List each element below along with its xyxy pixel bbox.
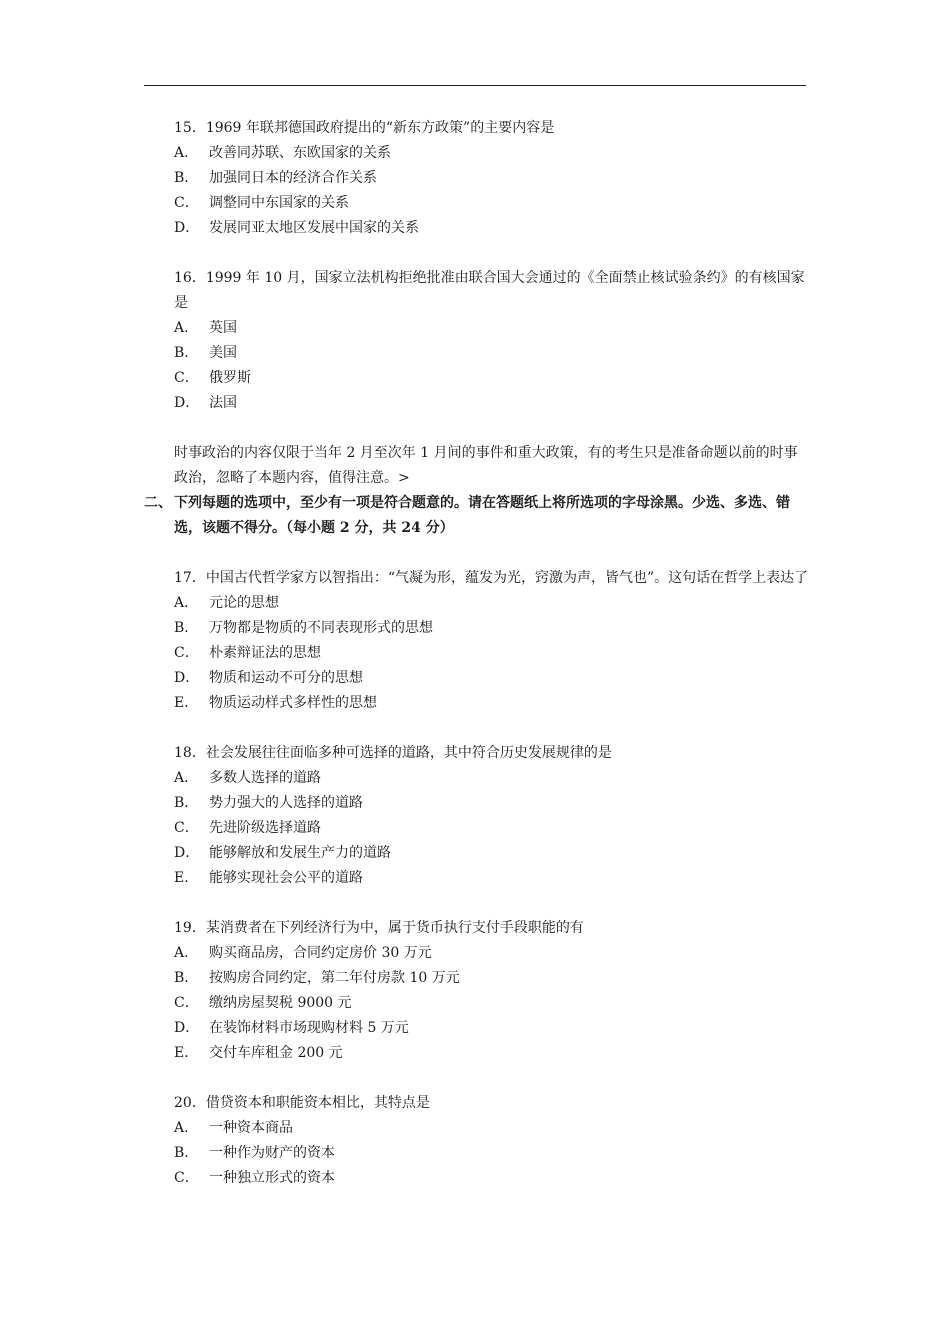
option-letter: E． — [174, 695, 199, 711]
option-letter: C． — [174, 1170, 199, 1186]
option-text: 元论的思想 — [209, 595, 279, 611]
option-letter: B． — [174, 1145, 199, 1161]
option-text: 物质运动样式多样性的思想 — [209, 695, 377, 711]
question-16 — [174, 266, 810, 416]
option-b — [174, 341, 810, 366]
question-19 — [174, 916, 810, 1066]
option-c — [174, 641, 810, 666]
option-b — [174, 791, 810, 816]
option-letter: B． — [174, 970, 199, 986]
option-text: 物质和运动不可分的思想 — [209, 670, 363, 686]
exam-content — [144, 116, 810, 1216]
option-text: 能够实现社会公平的道路 — [209, 870, 363, 886]
option-text: 英国 — [209, 320, 237, 336]
option-text: 法国 — [209, 395, 237, 411]
option-letter: D． — [174, 1020, 200, 1036]
exam-note: 时事政治的内容仅限于当年 2 月至次年 1 月间的事件和重大政策，有的考生只是准备命题以前的时事政治，忽略了本题内容，值得注意。> — [174, 445, 798, 486]
option-e — [174, 1041, 810, 1066]
option-text: 美国 — [209, 345, 237, 361]
option-letter: B． — [174, 170, 199, 186]
option-text: 交付车库租金 200 元 — [209, 1045, 343, 1061]
option-text: 能够解放和发展生产力的道路 — [209, 845, 391, 861]
option-letter: C． — [174, 995, 199, 1011]
question-stem: 16．1999 年 10 月，国家立法机构拒绝批准由联合国大会通过的《全面禁止核试验条约》的有核国家是 — [174, 270, 805, 311]
option-c — [174, 991, 810, 1016]
option-letter: C． — [174, 645, 199, 661]
option-c — [174, 366, 810, 391]
question-stem: 17．中国古代哲学家方以智指出：“气凝为形，蕴发为光，窍激为声，皆气也”。这句话在哲学上表达了 — [174, 570, 809, 586]
option-letter: E． — [174, 870, 199, 886]
option-a — [174, 766, 810, 791]
option-letter: A． — [174, 770, 199, 786]
option-letter: E． — [174, 1045, 199, 1061]
question-17 — [174, 566, 810, 716]
option-c — [174, 191, 810, 216]
option-letter: B． — [174, 795, 199, 811]
option-list — [174, 1116, 810, 1191]
option-e — [174, 866, 810, 891]
option-text: 俄罗斯 — [209, 370, 251, 386]
option-list — [174, 316, 810, 416]
question-20 — [174, 1091, 810, 1191]
option-letter: D． — [174, 845, 200, 861]
option-text: 朴素辩证法的思想 — [209, 645, 321, 661]
option-letter: C． — [174, 370, 199, 386]
option-text: 发展同亚太地区发展中国家的关系 — [209, 220, 419, 236]
option-d — [174, 1016, 810, 1041]
option-letter: C． — [174, 195, 199, 211]
option-text: 在装饰材料市场现购材料 5 万元 — [209, 1020, 409, 1036]
option-text: 调整同中东国家的关系 — [209, 195, 349, 211]
option-c — [174, 1166, 810, 1191]
option-d — [174, 216, 810, 241]
option-letter: B． — [174, 620, 199, 636]
option-letter: A． — [174, 145, 199, 161]
question-18 — [174, 741, 810, 891]
option-text: 购买商品房，合同约定房价 30 万元 — [209, 945, 432, 961]
section-instructions: 下列每题的选项中，至少有一项是符合题意的。请在答题纸上将所选项的字母涂黑。少选、多选、错选，该题不得分。（每小题 2 分，共 24 分） — [174, 495, 790, 536]
option-e — [174, 691, 810, 716]
section-heading — [144, 491, 810, 541]
option-a — [174, 1116, 810, 1141]
question-stem: 19．某消费者在下列经济行为中，属于货币执行支付手段职能的有 — [174, 920, 584, 936]
section-number: 二、 — [144, 495, 172, 511]
question-stem: 18．社会发展往往面临多种可选择的道路，其中符合历史发展规律的是 — [174, 745, 612, 761]
option-text: 势力强大的人选择的道路 — [209, 795, 363, 811]
option-text: 多数人选择的道路 — [209, 770, 321, 786]
option-d — [174, 841, 810, 866]
option-text: 加强同日本的经济合作关系 — [209, 170, 377, 186]
option-letter: A． — [174, 945, 199, 961]
option-text: 一种资本商品 — [209, 1120, 293, 1136]
option-letter: A． — [174, 1120, 199, 1136]
option-text: 改善同苏联、东欧国家的关系 — [209, 145, 391, 161]
option-a — [174, 591, 810, 616]
option-text: 一种独立形式的资本 — [209, 1170, 335, 1186]
option-letter: A． — [174, 320, 199, 336]
option-a — [174, 316, 810, 341]
question-stem: 15．1969 年联邦德国政府提出的“新东方政策”的主要内容是 — [174, 120, 555, 136]
option-d — [174, 391, 810, 416]
option-letter: A． — [174, 595, 199, 611]
option-text: 一种作为财产的资本 — [209, 1145, 335, 1161]
option-b — [174, 166, 810, 191]
option-c — [174, 816, 810, 841]
option-list — [174, 941, 810, 1066]
option-letter: D． — [174, 220, 200, 236]
header-rule — [144, 85, 806, 86]
option-letter: C． — [174, 820, 199, 836]
option-b — [174, 966, 810, 991]
question-15 — [174, 116, 810, 241]
option-text: 万物都是物质的不同表现形式的思想 — [209, 620, 433, 636]
option-a — [174, 141, 810, 166]
option-list — [174, 591, 810, 716]
option-letter: B． — [174, 345, 199, 361]
question-stem: 20．借贷资本和职能资本相比，其特点是 — [174, 1095, 430, 1111]
option-b — [174, 1141, 810, 1166]
option-text: 先进阶级选择道路 — [209, 820, 321, 836]
option-text: 按购房合同约定，第二年付房款 10 万元 — [209, 970, 460, 986]
option-a — [174, 941, 810, 966]
option-b — [174, 616, 810, 641]
option-list — [174, 141, 810, 241]
option-d — [174, 666, 810, 691]
option-letter: D． — [174, 670, 200, 686]
option-text: 缴纳房屋契税 9000 元 — [209, 995, 352, 1011]
option-list — [174, 766, 810, 891]
option-letter: D． — [174, 395, 200, 411]
